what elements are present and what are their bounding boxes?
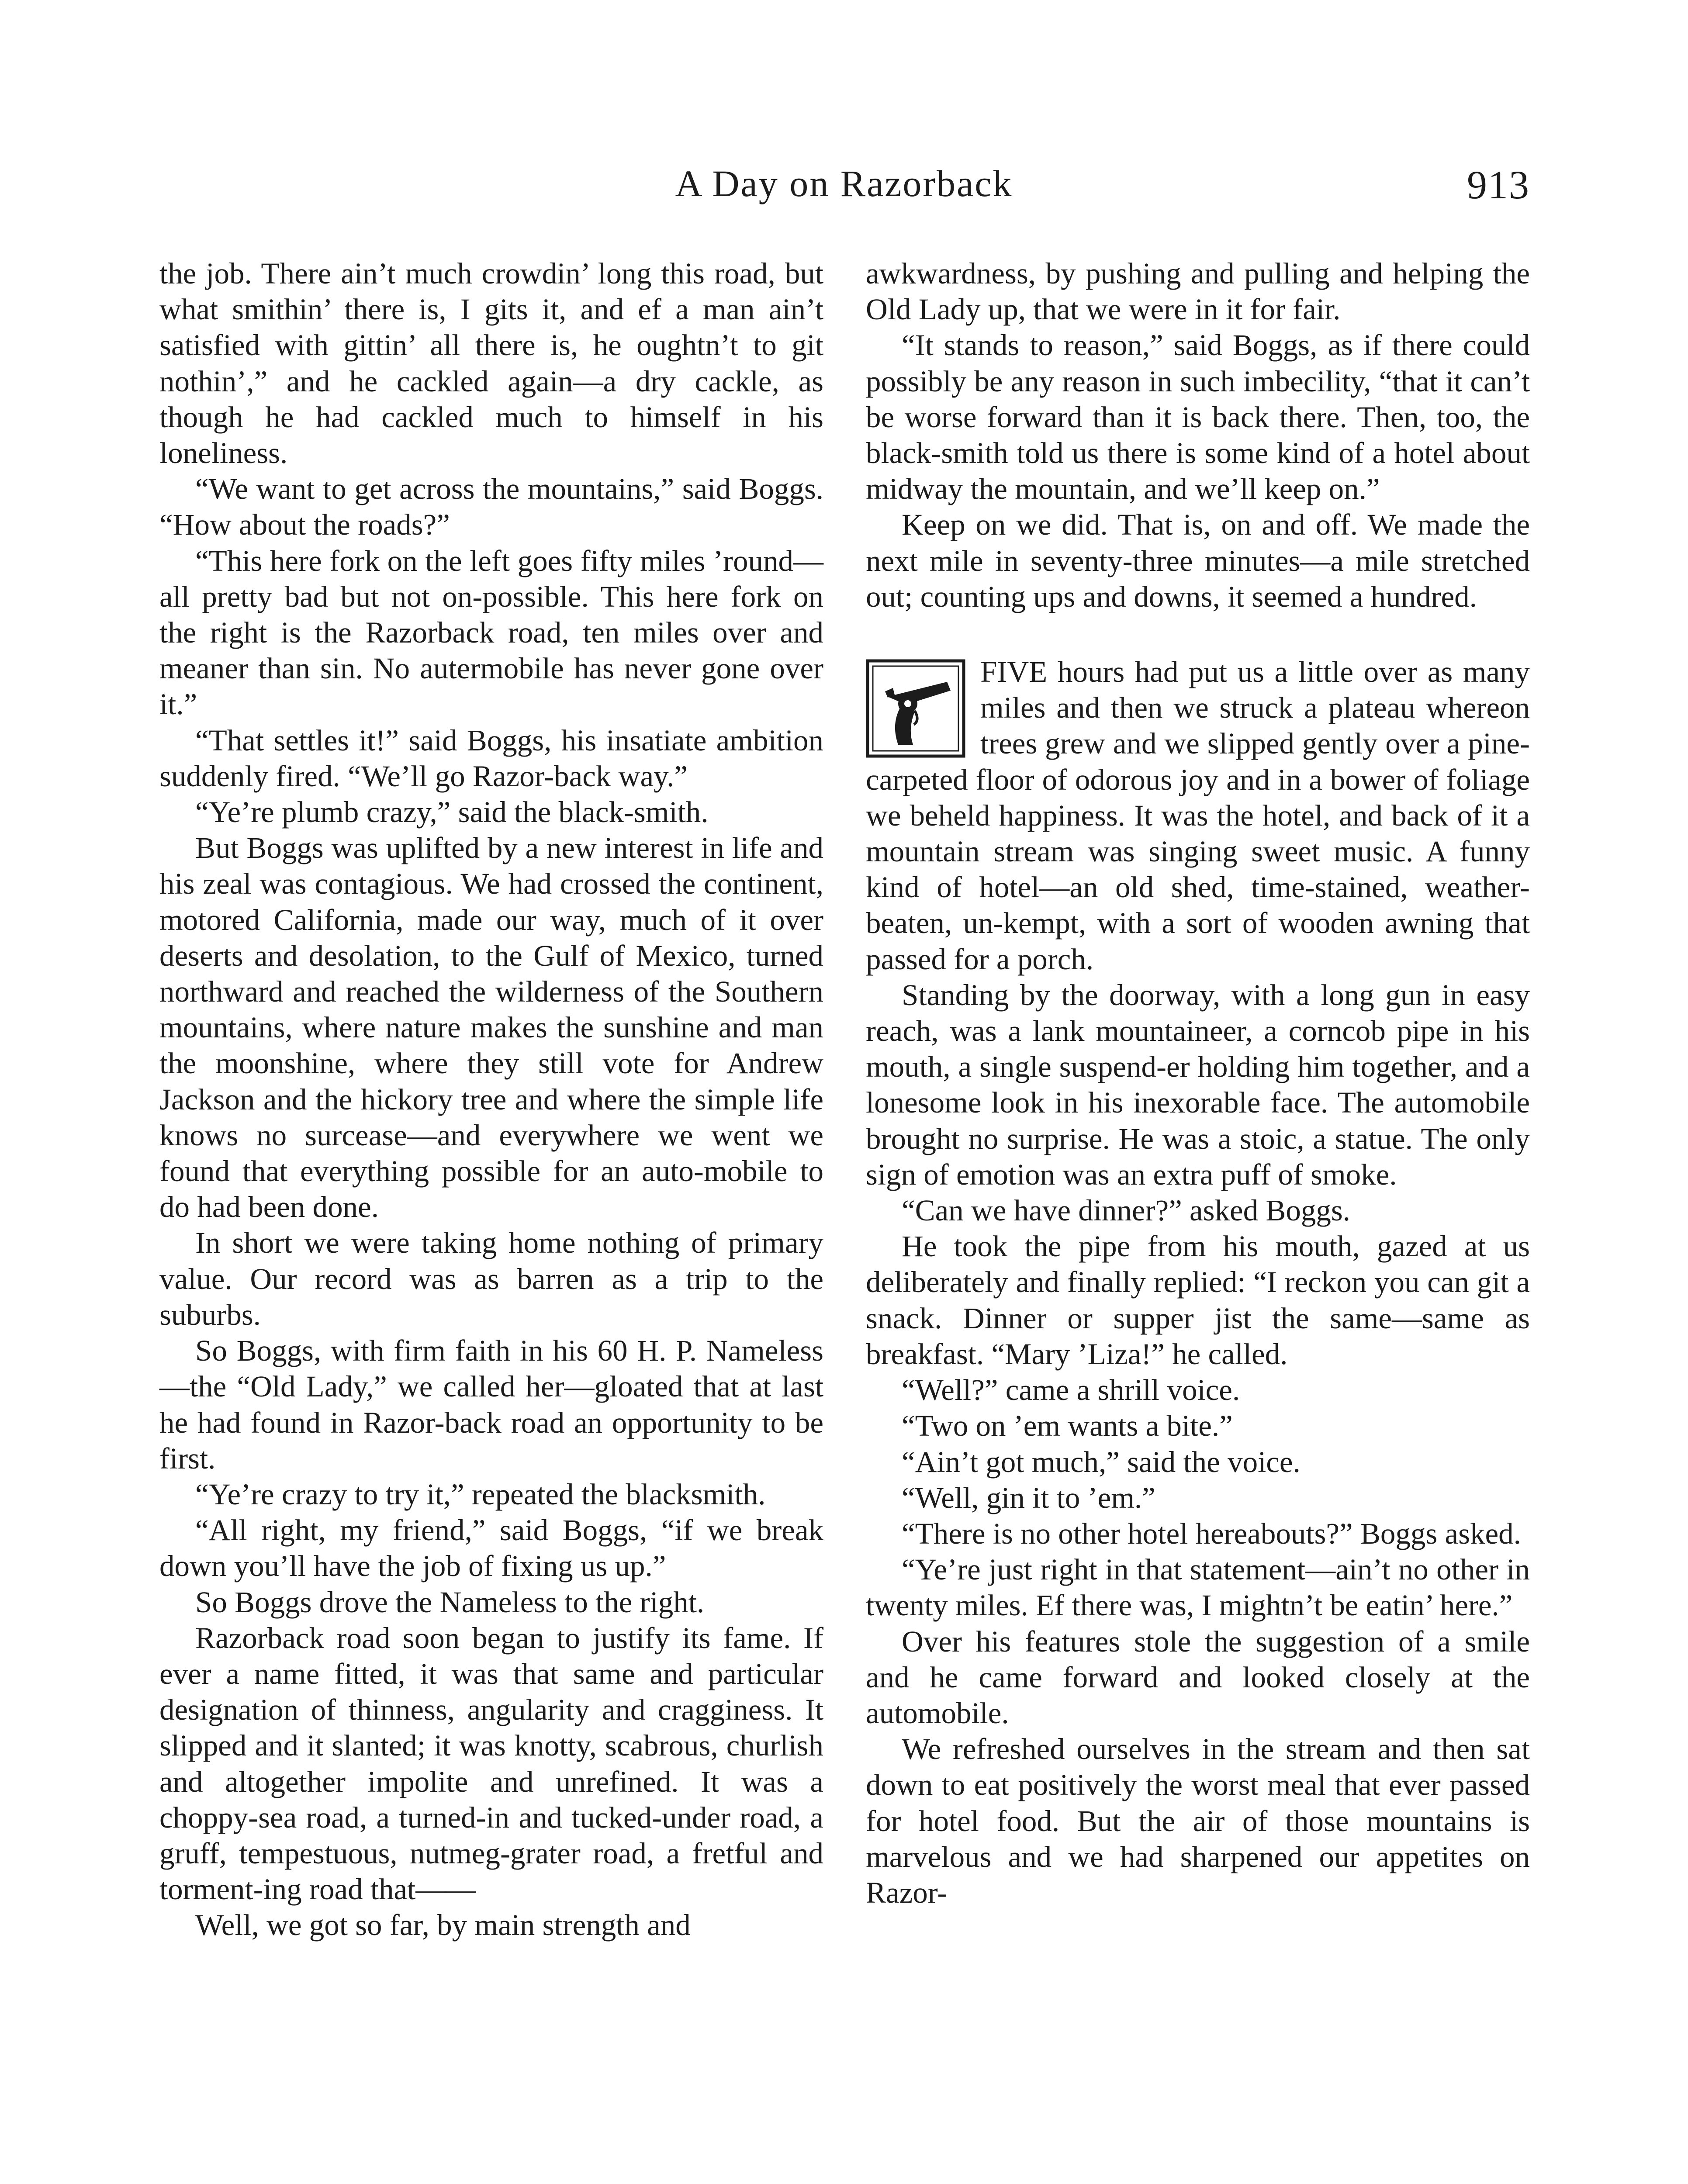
left-column (159, 256, 823, 1943)
paragraph: He took the pipe from his mouth, gazed at us deliberately and finally replied: “I reckon you can git a snack. Dinner or supper jist the same—same as breakfast. “Mary ’Liza!” he called. (866, 1230, 1530, 1371)
section-break-space (866, 615, 1530, 654)
page-header (158, 162, 1530, 223)
paragraph: “We want to get across the mountains,” said Boggs. “How about the roads?” (159, 472, 823, 542)
paragraph: So Boggs, with firm faith in his 60 H. P. Nameless—the “Old Lady,” we called her—gloated that at last he had found in Razor-back road an opportunity to be first. (159, 1334, 823, 1475)
right-column (866, 256, 1530, 1911)
paragraph: “Can we have dinner?” asked Boggs. (902, 1194, 1350, 1227)
paragraph: awkwardness, by pushing and pulling and helping the Old Lady up, that we were in it for fair. (866, 257, 1530, 326)
paragraph: But Boggs was uplifted by a new interest in life and his zeal was contagious. We had crossed the continent, motored California, made our way, much of it over deserts and desolation, to the Gulf of Mexico, turned northward and reached the wilderness of the Southern mountains, where nature makes the sunshine and man the moonshine, where they still vote for Andrew Jackson and the hickory tree and where the simple life knows no surcease—and everywhere we went we found that everything possible for an auto-mobile to do had been done. (159, 831, 823, 1224)
paragraph: “It stands to reason,” said Boggs, as if there could possibly be any reason in such imbecility, “that it can’t be worse forward than it is back there. Then, too, the black-smith told us there is some kind of a hotel about midway the mountain, and we’ll keep on.” (866, 328, 1530, 506)
paragraph: “This here fork on the left goes fifty miles ’round—all pretty bad but not on-possible. This here fork on the right is the Razorback road, ten miles over and meaner than sin. No autermobile has never gone over it.” (159, 544, 823, 721)
paragraph: “There is no other hotel hereabouts?” Boggs asked. (902, 1517, 1521, 1550)
paragraph: “Ye’re just right in that statement—ain’t no other in twenty miles. Ef there was, I mightn’t be eatin’ here.” (866, 1553, 1530, 1622)
section-lead (866, 654, 1530, 977)
paragraph: Well, we got so far, by main strength and (195, 1908, 691, 1942)
page-number: 913 (1467, 162, 1530, 207)
paragraph: Razorback road soon began to justify its fame. If ever a name fitted, it was that same and particular designation of thinness, angularity and cragginess. It slipped and it slanted; it was knotty, scabrous, churlish and altogether impolite and unrefined. It was a choppy-sea road, a turned-in and tucked-under road, a gruff, tempestuous, nutmeg-grater road, a fretful and torment-ing road that—— (159, 1621, 823, 1906)
revolver-icon (866, 659, 965, 758)
paragraph: We refreshed ourselves in the stream and then sat down to eat positively the worst meal that ever passed for hotel food. But the air of those mountains is marvelous and we had sharpened our appetites on Razor- (866, 1732, 1530, 1909)
paragraph: Standing by the doorway, with a long gun in easy reach, was a lank mountaineer, a corncob pipe in his mouth, a single suspend-er holding him together, and a lonesome look in his inexorable face. The automobile brought no surprise. He was a stoic, a statue. The only sign of emotion was an extra puff of smoke. (866, 978, 1530, 1191)
paragraph: “That settles it!” said Boggs, his insatiate ambition suddenly fired. “We’ll go Razor-back way.” (159, 723, 823, 793)
paragraph: “Ain’t got much,” said the voice. (902, 1445, 1301, 1479)
paragraph: In short we were taking home nothing of primary value. Our record was as barren as a trip to the suburbs. (159, 1226, 823, 1331)
paragraph: “Well?” came a shrill voice. (902, 1373, 1240, 1407)
paragraph: Over his features stole the suggestion of a smile and he came forward and looked closely at the automobile. (866, 1624, 1530, 1730)
running-title: A Day on Razorback (675, 162, 1013, 204)
paragraph: the job. There ain’t much crowdin’ long this road, but what smithin’ there is, I gits it, and ef a man ain’t satisfied with gittin’ all there is, he oughtn’t to git nothin’,” and he cackled again—a dry cackle, as though he had cackled much to himself in his loneliness. (159, 257, 823, 470)
paragraph: “Two on ’em wants a bite.” (902, 1409, 1233, 1443)
paragraph: “Ye’re plumb crazy,” said the black-smith. (195, 795, 709, 829)
paragraph: Keep on we did. That is, on and off. We made the next mile in seventy-three minutes—a mile stretched out; counting ups and downs, it seemed a hundred. (866, 508, 1530, 613)
paragraph: “Ye’re crazy to try it,” repeated the blacksmith. (195, 1477, 766, 1511)
paragraph: “All right, my friend,” said Boggs, “if we break down you’ll have the job of fixing us up.” (159, 1514, 823, 1583)
paragraph: So Boggs drove the Nameless to the right. (195, 1585, 705, 1619)
paragraph: “Well, gin it to ’em.” (902, 1481, 1155, 1514)
lead-paragraph: FIVE hours had put us a little over as many miles and then we struck a plateau whereon trees grew and we slipped gently over a pine-carpeted floor of odorous joy and in a bower of foliage we beheld happiness. It was the hotel, and back of it a mountain stream was singing sweet music. A funny kind of hotel—an old shed, time-stained, weather-beaten, un-kempt, with a sort of wooden awning that passed for a porch. (866, 655, 1530, 976)
